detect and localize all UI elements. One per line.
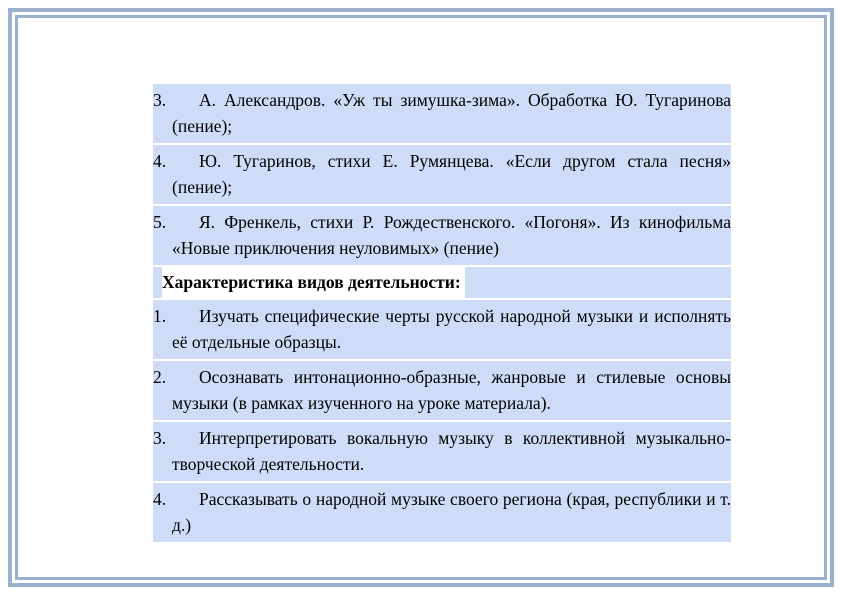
item-number: 1. [153, 306, 167, 326]
item-number: 3. [153, 90, 167, 110]
item-number: 3. [153, 428, 167, 448]
list-item-activity-4 [153, 483, 731, 542]
item-text: Интерпретировать вокальную музыку в коллективной музыкально-творческой деятельности. [172, 428, 731, 474]
item-text: Рассказывать о народной музыке своего региона (края, республики и т. д.) [172, 489, 731, 535]
item-number: 5. [153, 212, 167, 232]
item-number: 2. [153, 367, 167, 387]
list-item-activity-1 [153, 300, 731, 359]
section-heading [153, 267, 731, 298]
list-item-repertoire-5 [153, 206, 731, 265]
slide-content [153, 84, 731, 544]
list-item-repertoire-4 [153, 145, 731, 204]
list-item-activity-3 [153, 422, 731, 481]
heading-label: Характеристика видов деятельности: [162, 267, 465, 298]
list-item-activity-2 [153, 361, 731, 420]
item-text: Ю. Тугаринов, стихи Е. Румянцева. «Если другом стала песня» (пение); [172, 151, 731, 197]
item-text: Осознавать интонационно-образные, жанровые и стилевые основы музыки (в рамках изученного на уроке материала). [172, 367, 731, 413]
list-item-repertoire-3 [153, 84, 731, 143]
item-number: 4. [153, 489, 167, 509]
item-number: 4. [153, 151, 167, 171]
item-text: Изучать специфические черты русской народной музыки и исполнять её отдельные образцы. [172, 306, 731, 352]
item-text: Я. Френкель, стихи Р. Рождественского. «Погоня». Из кинофильма «Новые приключения неуловимых» (пение) [172, 212, 731, 258]
item-text: А. Александров. «Уж ты зимушка-зима». Обработка Ю. Тугаринова (пение); [172, 90, 731, 136]
